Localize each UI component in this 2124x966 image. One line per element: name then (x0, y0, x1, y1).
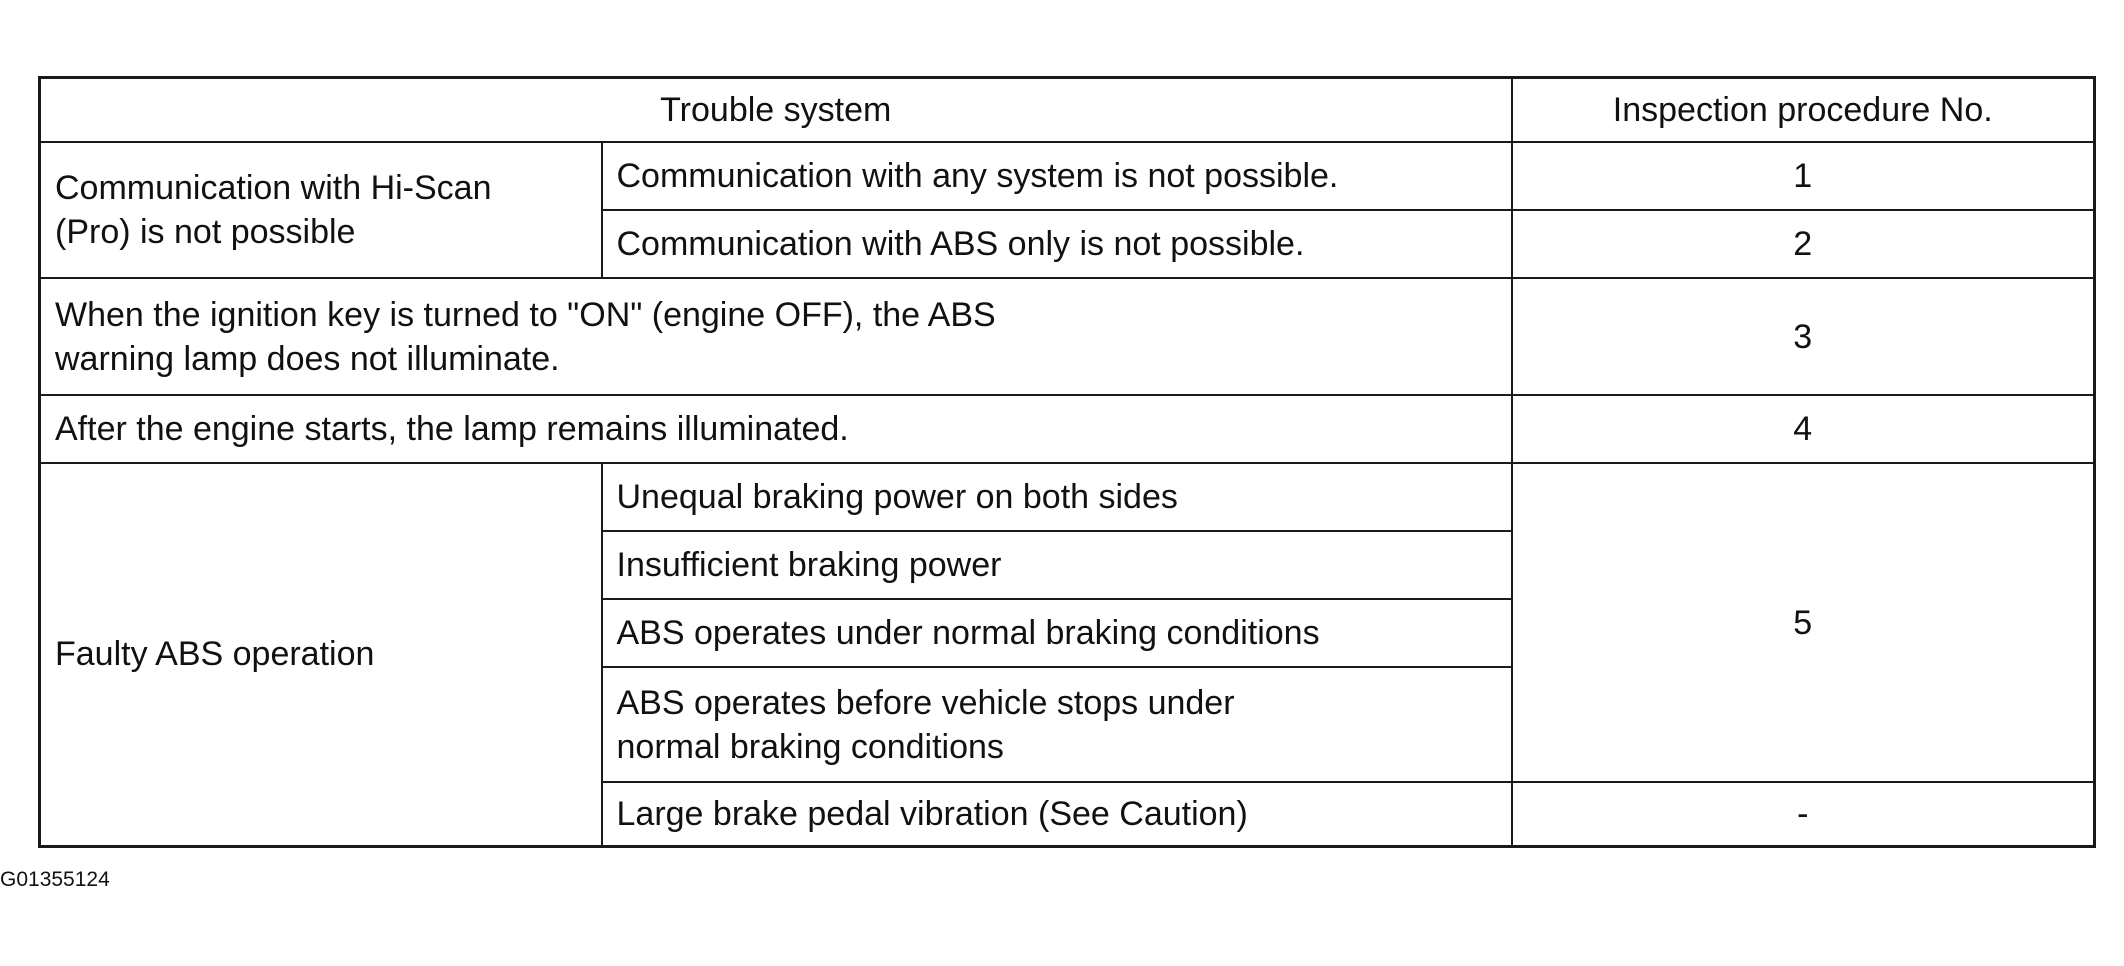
table-row (40, 142, 2095, 210)
symptom-ignition-lamp: When the ignition key is turned to "ON" (engine OFF), the ABS warning lamp does not illuminate. (55, 295, 996, 378)
symptom-cell: After the engine starts, the lamp remains illuminated. (40, 395, 1512, 463)
symptom-cell: Communication with any system is not possible. (602, 142, 1512, 210)
symptom-cell: Insufficient braking power (602, 531, 1512, 599)
table-row (40, 395, 2095, 463)
procedure-number: 3 (1512, 278, 2095, 395)
header-trouble-system: Trouble system (40, 78, 1512, 143)
procedure-number: - (1512, 782, 2095, 846)
symptom-cell: Communication with ABS only is not possible. (602, 210, 1512, 278)
procedure-number: 2 (1512, 210, 2095, 278)
category-faulty-abs: Faulty ABS operation (40, 463, 602, 846)
category-communication-label: Communication with Hi-Scan (Pro) is not possible (55, 169, 492, 251)
symptom-cell: ABS operates under normal braking conditions (602, 599, 1512, 667)
symptom-cell: Unequal braking power on both sides (602, 463, 1512, 531)
table-row (40, 278, 2095, 395)
trouble-system-table (38, 76, 2096, 848)
table-header-row (40, 78, 2095, 143)
procedure-number: 5 (1512, 463, 2095, 782)
header-inspection-procedure-no: Inspection procedure No. (1512, 78, 2095, 143)
symptom-cell (40, 278, 1512, 395)
table-row (40, 463, 2095, 531)
figure-code: G01355124 (0, 868, 110, 891)
symptom-abs-before-stop: ABS operates before vehicle stops under normal braking conditions (616, 683, 1235, 766)
procedure-number: 4 (1512, 395, 2095, 463)
symptom-cell (602, 667, 1512, 782)
category-communication (40, 142, 602, 278)
procedure-number: 1 (1512, 142, 2095, 210)
symptom-cell: Large brake pedal vibration (See Caution) (602, 782, 1512, 846)
